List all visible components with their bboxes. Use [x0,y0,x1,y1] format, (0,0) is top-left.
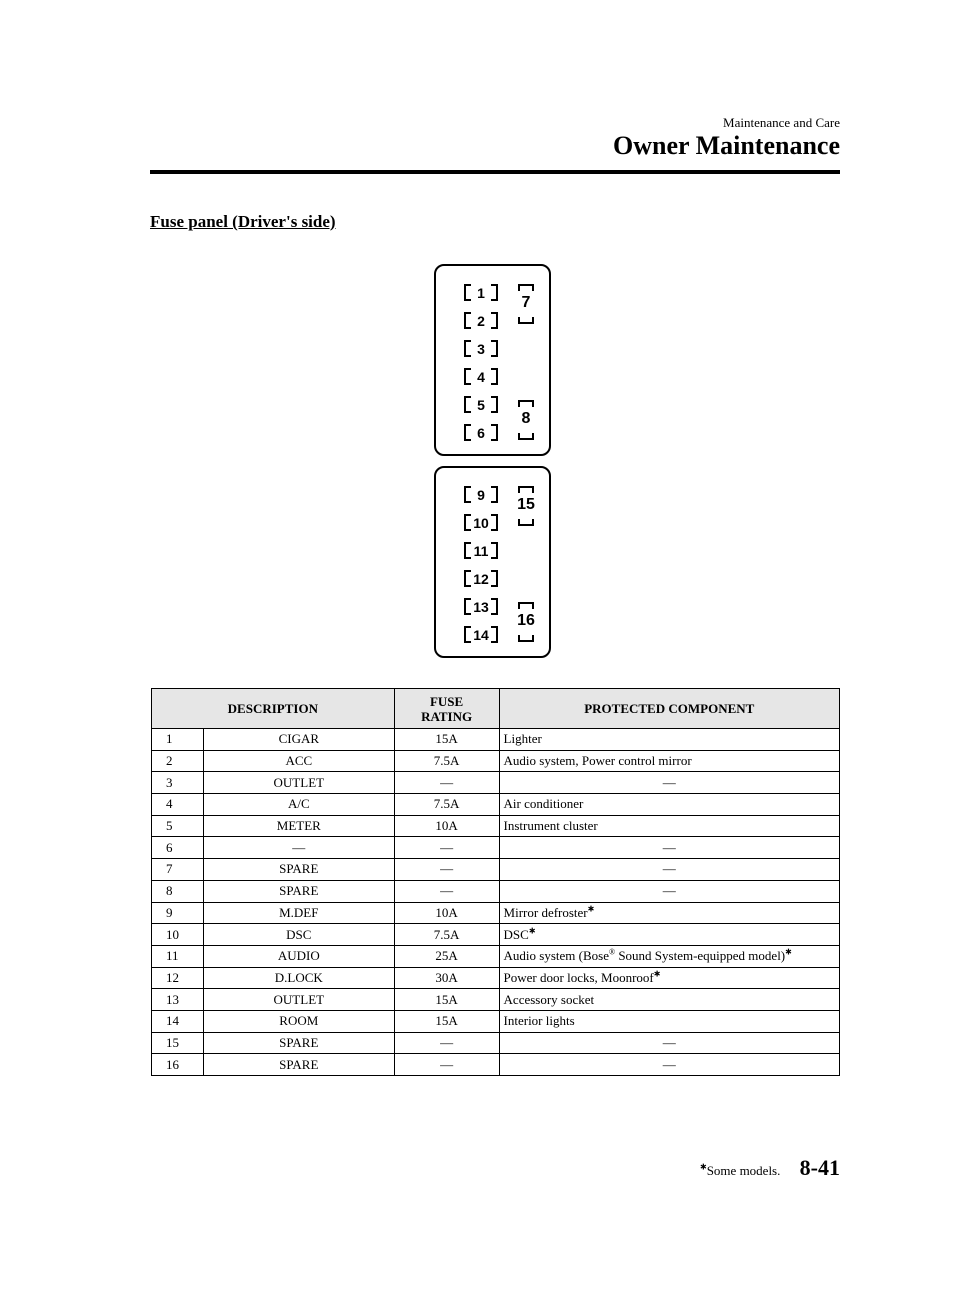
large-fuse-slot: 7 [516,284,536,324]
protected-component: ― [499,837,839,859]
protected-component: Instrument cluster [499,815,839,837]
table-row [152,772,840,794]
fuse-slot: 11 [456,541,506,561]
fuse-slot: 5 [456,395,506,415]
fuse-description: OUTLET [203,989,394,1011]
large-fuse-slot: 8 [516,400,536,440]
fuse-number: 11 [152,945,204,967]
protected-component: Lighter [499,729,839,751]
section-title: Maintenance and Care [723,115,840,130]
fuse-rating: 15A [394,989,499,1011]
fuse-rating: ― [394,859,499,881]
fuse-description: ACC [203,750,394,772]
some-models-mark: ✱ [653,969,661,979]
fuse-slot: 1 [456,283,506,303]
fuse-number: 15 [152,1032,204,1054]
fuse-rating: 25A [394,945,499,967]
fuse-rating: 7.5A [394,794,499,816]
table-row [152,1032,840,1054]
fuse-description: M.DEF [203,902,394,924]
table-row [152,967,840,989]
fuse-number: 4 [152,794,204,816]
protected-component: Accessory socket [499,989,839,1011]
table-row [152,794,840,816]
header-description: DESCRIPTION [152,689,395,729]
table-row [152,902,840,924]
fuse-description: ROOM [203,1010,394,1032]
registered-mark: ® [608,947,616,957]
fuse-number: 13 [152,989,204,1011]
fuse-rating: ― [394,837,499,859]
fuse-number: 14 [152,1010,204,1032]
fuse-description: DSC [203,924,394,946]
protected-component: ― [499,1032,839,1054]
fuse-description: A/C [203,794,394,816]
protected-component: Air conditioner [499,794,839,816]
table-row [152,750,840,772]
fuse-panel-upper [434,264,551,456]
table-row [152,837,840,859]
table-row [152,859,840,881]
protected-component: ― [499,859,839,881]
fuse-number: 3 [152,772,204,794]
fuse-description: METER [203,815,394,837]
fuse-description: ― [203,837,394,859]
protected-component: Interior lights [499,1010,839,1032]
fuse-rating: ― [394,772,499,794]
protected-component: DSC✱ [499,924,839,946]
fuse-description: D.LOCK [203,967,394,989]
fuse-slot: 13 [456,597,506,617]
protected-component: ― [499,880,839,902]
fuse-description: SPARE [203,1054,394,1076]
fuse-description: SPARE [203,880,394,902]
fuse-rating: 30A [394,967,499,989]
fuse-slot: 3 [456,339,506,359]
header-rule [150,170,840,174]
fuse-number: 6 [152,837,204,859]
fuse-rating: 10A [394,815,499,837]
fuse-slot: 9 [456,485,506,505]
fuse-number: 10 [152,924,204,946]
table-row [152,989,840,1011]
fuse-rating: 10A [394,902,499,924]
fuse-slot: 12 [456,569,506,589]
header-fuse-rating: FUSE RATING [394,689,499,729]
fuse-description: AUDIO [203,945,394,967]
table-row [152,924,840,946]
table-row [152,880,840,902]
fuse-description: SPARE [203,1032,394,1054]
table-row [152,815,840,837]
some-models-mark: ✱ [587,904,595,914]
fuse-number: 9 [152,902,204,924]
table-row [152,729,840,751]
fuse-slot: 6 [456,423,506,443]
fuse-number: 2 [152,750,204,772]
table-row [152,1054,840,1076]
some-models-mark: ✱ [785,947,792,957]
page-title: Owner Maintenance [613,131,840,160]
protected-component: ― [499,772,839,794]
fuse-number: 5 [152,815,204,837]
fuse-rating: ― [394,1032,499,1054]
fuse-rating: 15A [394,729,499,751]
large-fuse-slot: 15 [516,486,536,526]
table-header-row [152,689,840,729]
some-models-mark: ✱ [528,926,536,936]
fuse-slot: 4 [456,367,506,387]
protected-component: Power door locks, Moonroof✱ [499,967,839,989]
protected-component: Mirror defroster✱ [499,902,839,924]
large-fuse-slot: 16 [516,602,536,642]
fuse-number: 7 [152,859,204,881]
fuse-rating: 7.5A [394,750,499,772]
fuse-number: 1 [152,729,204,751]
fuse-rating: ― [394,1054,499,1076]
footnote: ✱Some models. [700,1162,781,1178]
page-number: 8-41 [799,1155,840,1180]
fuse-description: OUTLET [203,772,394,794]
fuse-rating: 15A [394,1010,499,1032]
table-row [152,1010,840,1032]
fuse-number: 12 [152,967,204,989]
section-heading: Fuse panel (Driver's side) [150,212,336,231]
protected-component: Audio system (Bose® Sound System-equipped model)✱ [499,945,839,967]
fuse-number: 16 [152,1054,204,1076]
header-protected-component: PROTECTED COMPONENT [499,689,839,729]
fuse-rating: 7.5A [394,924,499,946]
fuse-panel-lower [434,466,551,658]
fuse-slot: 2 [456,311,506,331]
protected-component: ― [499,1054,839,1076]
protected-component: Audio system, Power control mirror [499,750,839,772]
fuse-slot: 10 [456,513,506,533]
fuse-description: CIGAR [203,729,394,751]
fuse-table [151,688,840,1076]
fuse-slot: 14 [456,625,506,645]
fuse-rating: ― [394,880,499,902]
table-row [152,945,840,967]
fuse-number: 8 [152,880,204,902]
fuse-description: SPARE [203,859,394,881]
some-models-mark: ✱ [700,1162,707,1172]
